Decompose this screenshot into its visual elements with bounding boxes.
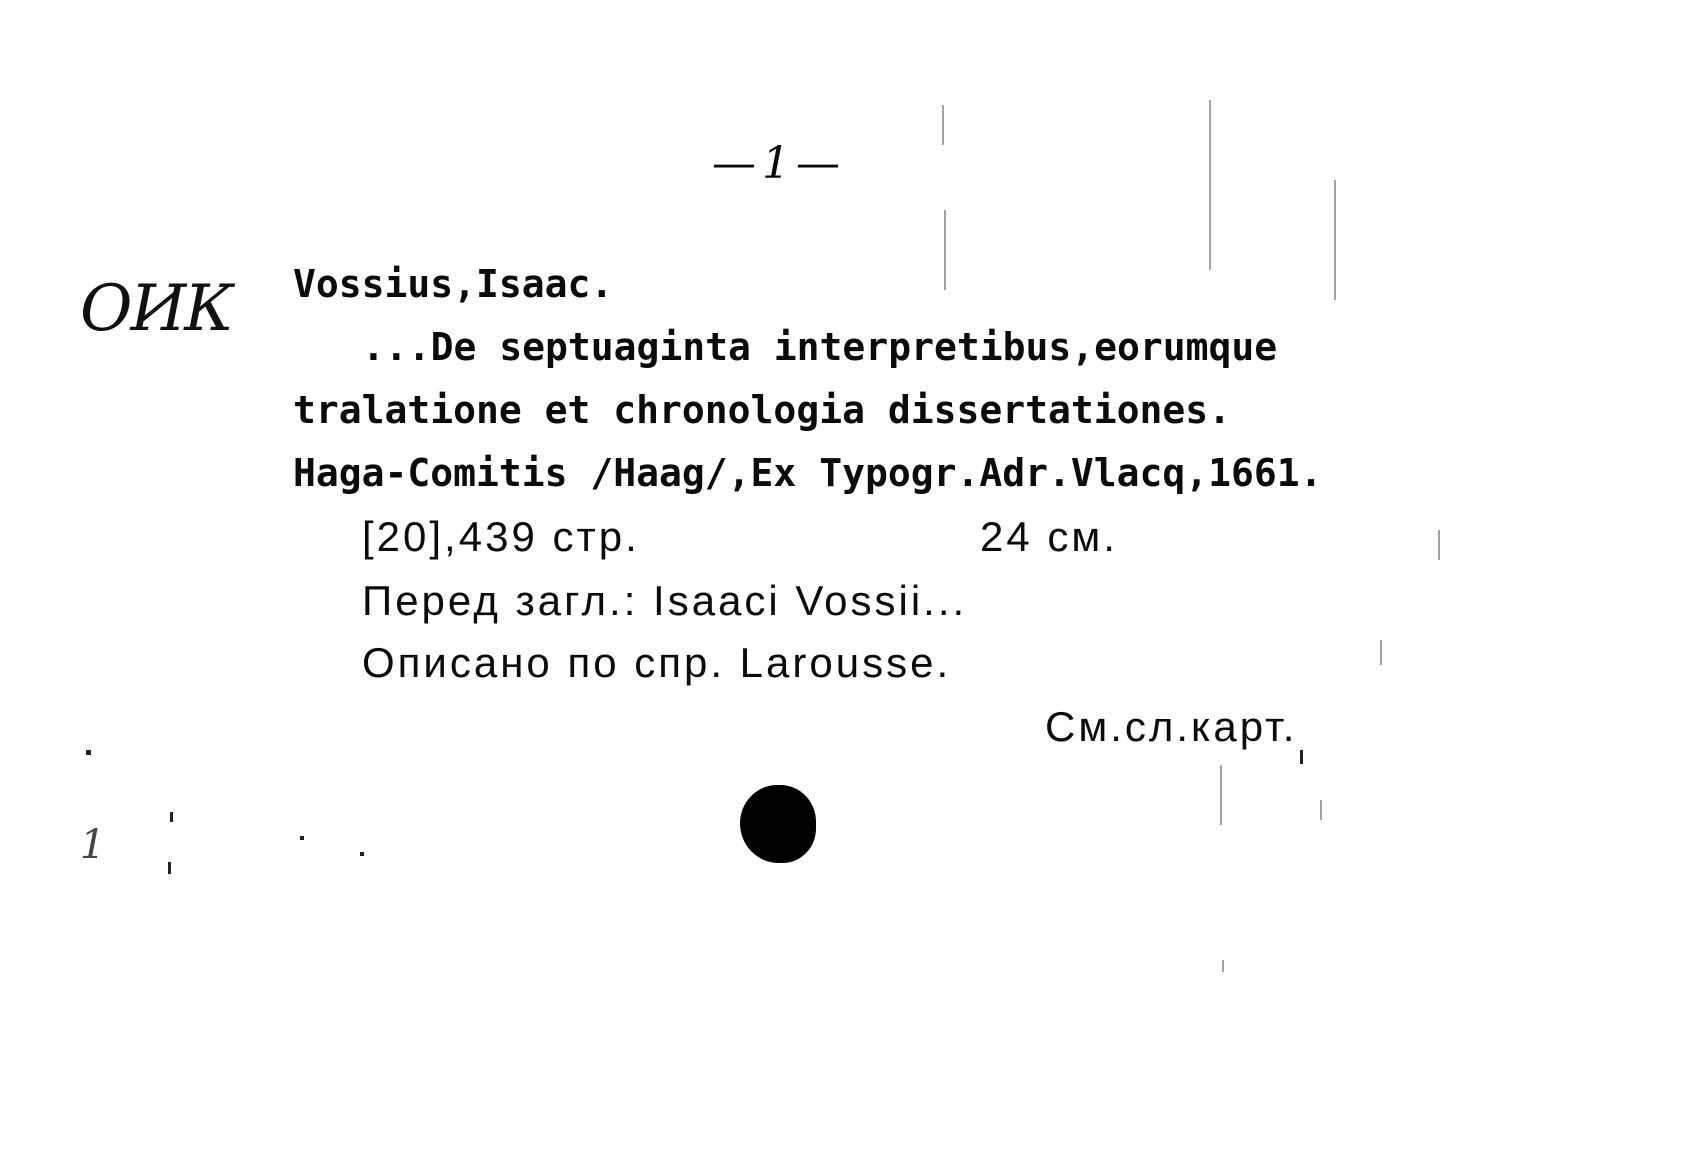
shelf-mark: ОИК [80,272,232,346]
speck [86,750,91,755]
author-heading: Vossius,Isaac. [293,262,614,306]
book-size: 24 см. [980,513,1118,560]
imprint: Haga-Comitis /Haag/,Ex Typogr.Adr.Vlacq,1661. [293,451,1323,495]
scan-line [1380,640,1382,665]
note-title-page: Перед загл.: Isaaci Vossii... [362,577,968,624]
speck [168,862,171,874]
speck [1300,750,1303,764]
scan-line [1222,960,1224,972]
scan-line [1209,100,1211,270]
corner-mark: 1 [80,822,130,868]
pagination: [20],439 стр. [362,513,640,560]
scan-line [1220,765,1222,825]
page-number: —1— [712,138,846,189]
scan-line [1320,800,1322,820]
speck [170,812,173,822]
scan-line [942,105,944,145]
title-line-1: ...De septuaginta interpretibus,eorumque [362,325,1278,369]
continuation-note: См.сл.карт. [1045,703,1298,750]
punch-hole [740,785,816,863]
scan-line [1438,530,1440,560]
scan-line [1334,180,1336,300]
speck [360,852,364,856]
scan-line [944,210,946,290]
note-source: Описано по спр. Larousse. [362,639,952,686]
speck [300,836,304,840]
title-line-2: tralatione et chronologia dissertationes. [293,388,1231,432]
